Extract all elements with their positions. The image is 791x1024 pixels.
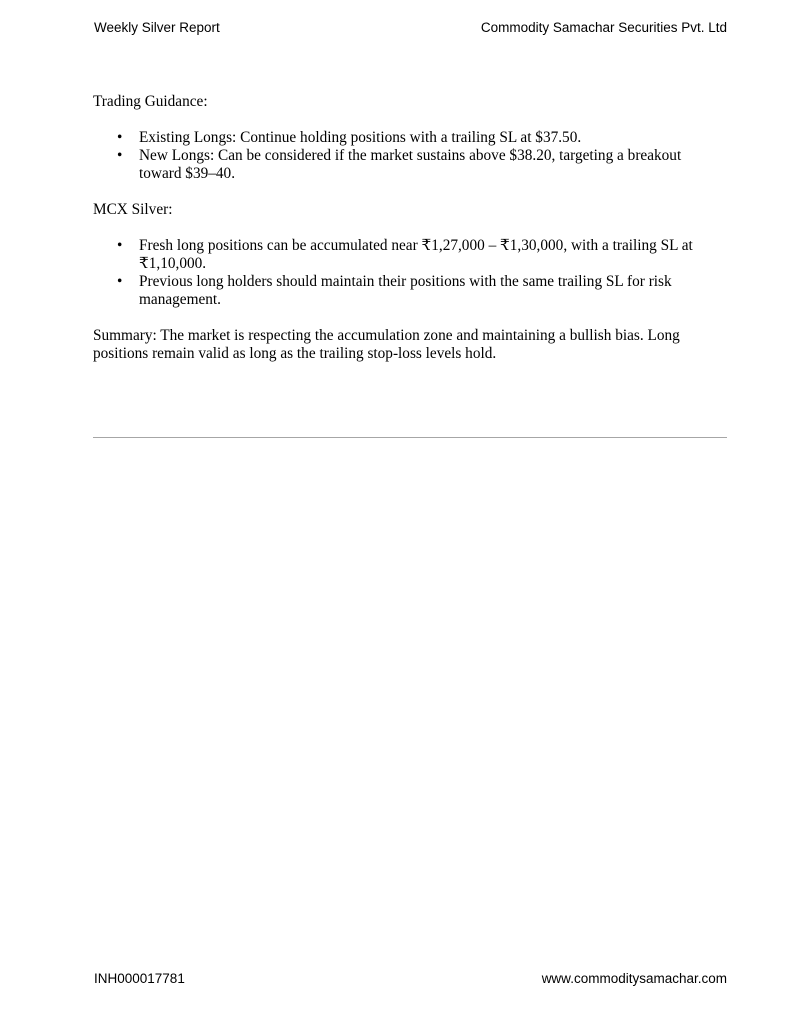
list-item — [93, 237, 727, 273]
trading-guidance-heading: Trading Guidance: — [93, 93, 208, 110]
horizontal-divider — [93, 437, 727, 438]
report-body — [93, 93, 727, 363]
bullet-icon: • — [117, 273, 123, 290]
list-item — [93, 273, 727, 309]
bullet-icon: • — [117, 237, 123, 254]
footer-registration-number: INH000017781 — [94, 971, 185, 986]
header-company-name: Commodity Samachar Securities Pvt. Ltd — [480, 20, 727, 35]
list-item — [93, 147, 727, 183]
bullet-icon: • — [117, 129, 123, 146]
list-item-text: Fresh long positions can be accumulated near ₹1,27,000 – ₹1,30,000, with a trailing SL at ₹1,10,000. — [139, 237, 693, 272]
bullet-icon: • — [117, 147, 123, 164]
list-item-text: Existing Longs: Continue holding positions with a trailing SL at $37.50. — [139, 129, 582, 146]
list-item — [93, 129, 727, 147]
header-report-title: Weekly Silver Report — [94, 20, 220, 35]
mcx-silver-heading: MCX Silver: — [93, 201, 173, 218]
mcx-silver-list — [93, 237, 727, 309]
trading-guidance-list — [93, 129, 727, 183]
list-item-text: New Longs: Can be considered if the market sustains above $38.20, targeting a breakout toward $39–40. — [139, 147, 682, 182]
summary-paragraph: Summary: The market is respecting the accumulation zone and maintaining a bullish bias. Long positions remain valid as long as the trailing stop-loss levels hold. — [93, 327, 680, 362]
footer-website: www.commoditysamachar.com — [541, 971, 727, 986]
list-item-text: Previous long holders should maintain their positions with the same trailing SL for risk management. — [139, 273, 672, 308]
